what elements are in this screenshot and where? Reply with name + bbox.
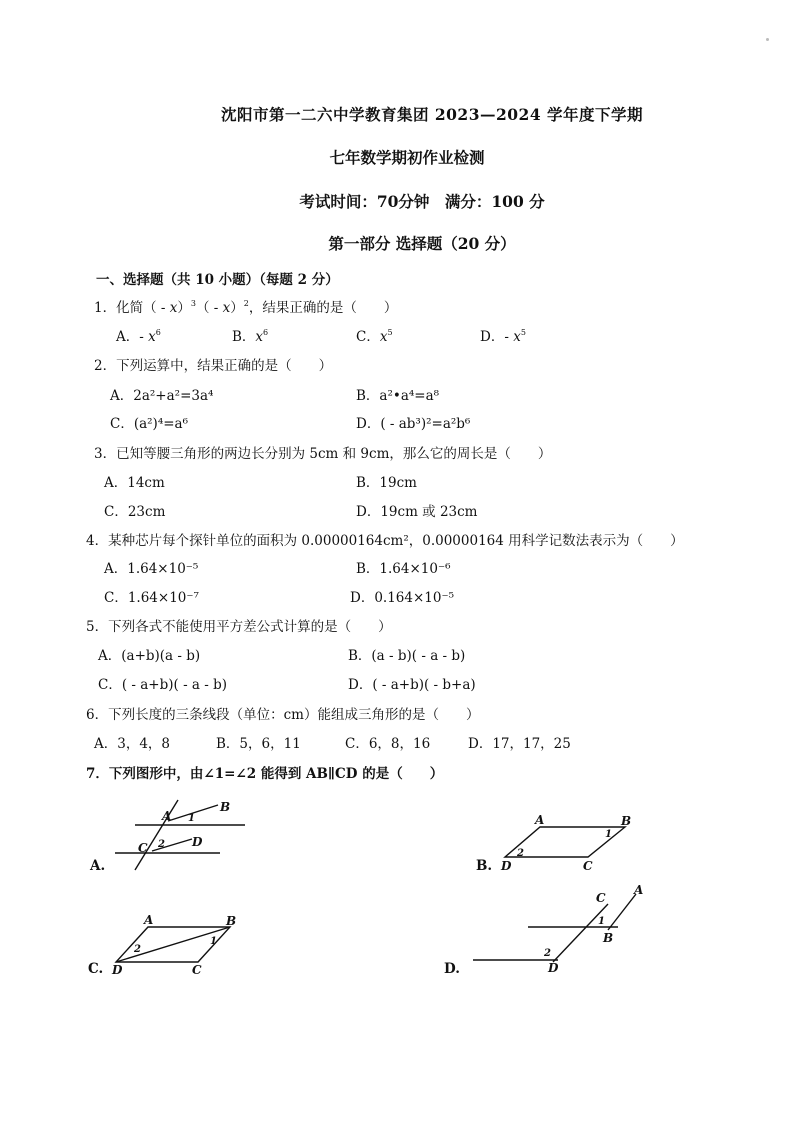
question-6-option-a[interactable]: A．3，4，8 (94, 736, 171, 752)
question-5-option-d[interactable]: D．( - a+b)( - b+a) (348, 677, 476, 693)
question-7-option-d[interactable]: D. (444, 961, 460, 977)
figure-c-angle-1: 1 (210, 936, 217, 947)
question-5-stem: 5．下列各式不能使用平方差公式计算的是（ ） (86, 619, 392, 635)
question-3-stem: 3．已知等腰三角形的两边长分别为 5cm 和 9cm，那么它的周长是（ ） (94, 446, 552, 462)
question-2-option-d[interactable]: D．( - ab³)²=a²b⁶ (356, 416, 471, 432)
question-6-option-d[interactable]: D．17，17，25 (468, 736, 571, 752)
figure-d (468, 882, 658, 975)
figure-a-label-c: C (138, 841, 148, 855)
exam-school-title: 沈阳市第一二六中学教育集团 2023—2024 学年度下学期 (220, 105, 644, 124)
question-2-option-c[interactable]: C．(a²)⁴=a⁶ (110, 416, 189, 432)
question-1-option-a[interactable]: A．- $x^6$ (116, 328, 161, 345)
figure-b-label-b: B (621, 814, 632, 828)
figure-b-label-a: A (535, 813, 545, 827)
part-one-heading: 第一部分 选择题（20 分） (328, 234, 516, 253)
figure-c (108, 912, 248, 977)
exam-title: 七年数学期初作业检测 (329, 148, 485, 167)
figure-d-angle-1: 1 (598, 916, 605, 927)
figure-c-angle-2: 2 (134, 944, 141, 955)
exam-time-score: 考试时间：70分钟 满分：100 分 (299, 192, 545, 211)
question-4-option-c[interactable]: C．1.64×10⁻⁷ (104, 590, 199, 606)
question-6-stem: 6．下列长度的三条线段（单位：cm）能组成三角形的是（ ） (86, 707, 480, 723)
question-5-option-b[interactable]: B．(a - b)( - a - b) (348, 648, 466, 664)
figure-d-line-ab (608, 894, 636, 930)
question-5-option-a[interactable]: A．(a+b)(a - b) (98, 648, 201, 664)
figure-d-label-d: D (548, 961, 559, 975)
question-1-option-c[interactable]: C．$x^5$ (356, 328, 393, 345)
figure-c-label-c: C (192, 963, 202, 977)
figure-b-angle-2: 2 (517, 848, 524, 859)
figure-a-label-a: A (162, 809, 172, 823)
figure-a (100, 795, 270, 875)
figure-b-angle-1: 1 (605, 829, 612, 840)
figure-d-line-cd (553, 904, 608, 962)
question-7-option-c[interactable]: C. (88, 961, 104, 977)
figure-c-label-b: B (226, 914, 237, 928)
figure-c-label-d: D (112, 963, 123, 977)
question-1-option-d[interactable]: D．- $x^5$ (480, 328, 526, 345)
question-1-stem: 1．化简（ - x）$^3$（ - x）$^2$，结果正确的是（ ） (94, 299, 398, 316)
figure-b-label-d: D (501, 859, 512, 873)
figure-a-label-d: D (192, 835, 203, 849)
question-6-option-b[interactable]: B．5，6，11 (216, 736, 301, 752)
question-6-option-c[interactable]: C．6，8，16 (345, 736, 431, 752)
figure-d-angle-2: 2 (544, 948, 551, 959)
question-2-option-a[interactable]: A．2a²+a²=3a⁴ (110, 388, 214, 404)
question-4-stem: 4．某种芯片每个探针单位的面积为 0.00000164cm²，0.00000164 用科学记数法表示为（ ） (86, 533, 684, 549)
figure-d-label-c: C (596, 891, 606, 905)
question-7-option-a[interactable]: A. (90, 858, 106, 874)
scan-speck (766, 38, 769, 41)
figure-b-label-c: C (583, 859, 593, 873)
figure-d-label-b: B (603, 931, 614, 945)
question-2-option-b[interactable]: B．a²•a⁴=a⁸ (356, 388, 440, 404)
question-5-option-c[interactable]: C．( - a+b)( - a - b) (98, 677, 228, 693)
question-7-stem: 7．下列图形中，由∠1=∠2 能得到 AB∥CD 的是（ ） (86, 766, 444, 782)
figure-d-label-a: A (634, 883, 644, 897)
figure-a-transversal (135, 800, 178, 870)
figure-b (495, 812, 645, 874)
question-7-option-b[interactable]: B. (476, 858, 493, 874)
question-3-option-c[interactable]: C．23cm (104, 504, 166, 520)
question-2-stem: 2．下列运算中，结果正确的是（ ） (94, 358, 333, 374)
section-heading: 一、选择题（共 10 小题）（每题 2 分） (96, 272, 339, 288)
figure-a-angle-1: 1 (188, 813, 195, 824)
figure-a-label-b: B (220, 800, 231, 814)
question-1-option-b[interactable]: B．$x^6$ (232, 328, 269, 345)
question-4-option-a[interactable]: A．1.64×10⁻⁵ (104, 561, 199, 577)
question-4-option-d[interactable]: D．0.164×10⁻⁵ (350, 590, 454, 606)
question-3-option-d[interactable]: D．19cm 或 23cm (356, 504, 478, 520)
question-3-option-a[interactable]: A．14cm (104, 475, 165, 491)
figure-a-angle-2: 2 (158, 839, 165, 850)
question-4-option-b[interactable]: B．1.64×10⁻⁶ (356, 561, 451, 577)
figure-c-label-a: A (144, 913, 154, 927)
question-3-option-b[interactable]: B．19cm (356, 475, 417, 491)
